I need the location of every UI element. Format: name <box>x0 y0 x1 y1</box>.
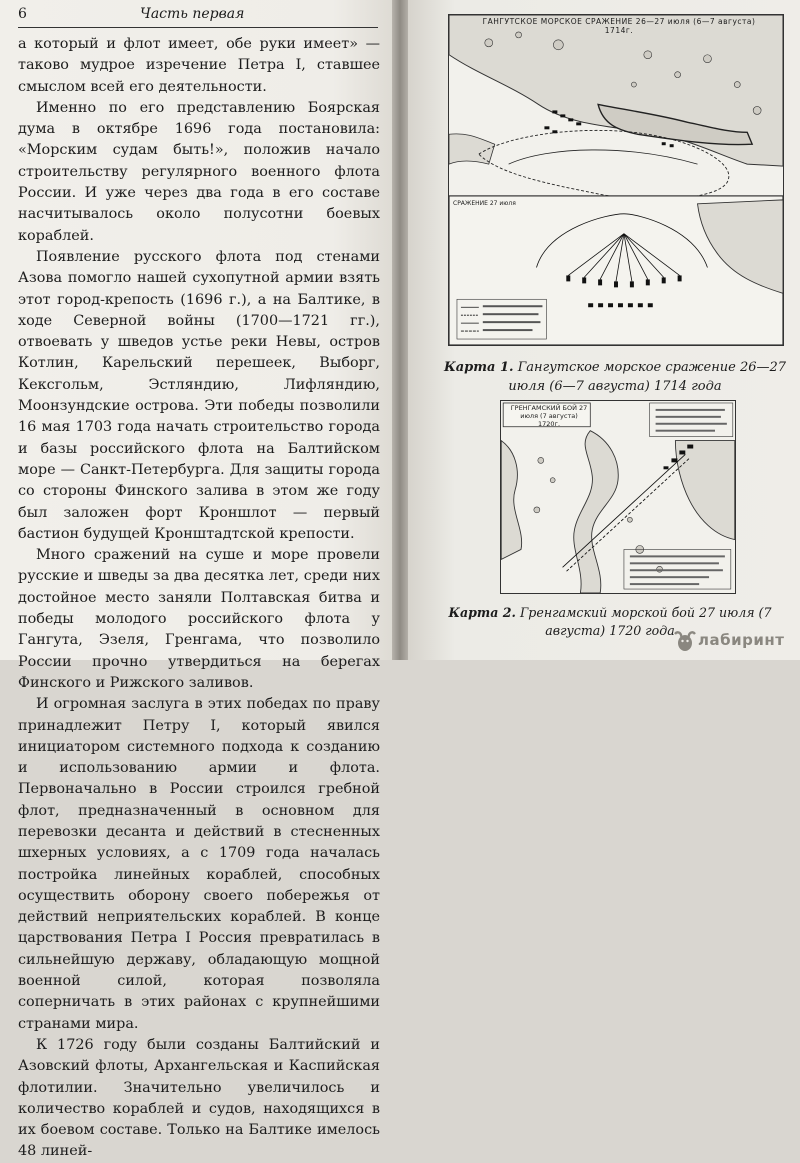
watermark-text: лабиринт <box>698 631 785 649</box>
map-gangut-drawing <box>449 15 783 345</box>
paragraph: а который и флот имеет, обе руки имеет» — таково мудрое изречение Петра I, ставшее смыслом всей его деятельности. <box>18 36 380 95</box>
paragraph: К 1726 году были созданы Балтийский и Азовский флоты, Архангельская и Каспийская флотилии. Значительно увеличилось и количество кораблей и судов, находящихся в их боевом составе. Только на Балтике имелось 48 линей- <box>18 1036 380 1160</box>
body-text <box>18 34 380 1163</box>
map-gangut <box>448 14 784 346</box>
running-head-rule <box>18 27 378 28</box>
caption-label: Карта 2. <box>448 605 516 620</box>
map-grengam <box>500 400 736 594</box>
caption-label: Карта 1. <box>443 360 514 375</box>
paragraph: Именно по его представлению Боярская дума в октябре 1696 года постановила: «Морским судам быть!», положив начало строительству регулярного военного флота России. И уже через два года в его составе насчитывалось около полусотни боевых кораблей. <box>18 99 380 244</box>
running-head-title: Часть первая <box>140 6 245 22</box>
running-head <box>18 6 378 28</box>
page-number: 6 <box>18 6 27 22</box>
paragraph: И огромная заслуга в этих победах по праву принадлежит Петру I, который явился инициатором системного подхода к созданию и использованию армии и флота. Первоначально в России строился гребной флот, предназначенный в основном для перевозки десанта и действий в стесненных шхерных условиях, а с 1709 года началась постройка линейных кораблей, способных осуществить оборону своего побережья от действий неприятельских кораблей. В конце царствования Петра I Россия превратилась в сильнейшую державу, обладающую мощной военной силой, которая позволяла соперничать в этих районах с крупнейшими странами мира. <box>18 696 380 1032</box>
paragraph: Много сражений на суше и море провели русские и шведы за два десятка лет, среди них достойное место заняли Полтавская битва и победы молодого российского флота у Гангута, Эзеля, Гренгама, что позволило России прочно утвердиться на берегах Финского и Рижского заливов. <box>18 547 380 691</box>
watermark-logo <box>672 628 794 654</box>
book-gutter <box>392 0 408 660</box>
map-grengam-drawing <box>501 401 735 593</box>
paragraph: Появление русского флота под стенами Азова помогло нашей сухопутной армии взять этот город-крепость (1696 г.), а на Балтике, в ходе Северной войны (1700—1721 гг.), отвоевать у шведов устье реки Невы, остров Котлин, Карельский перешеек, Выборг, Кексгольм, Эстляндию, Лифляндию, Моонзундские острова. Эти победы позволили 16 мая 1703 года начать строительство города и базы российского флота на Балтийском море — Санкт-Петербурга. Для защиты города со стороны Финского залива в этом же году был заложен форт Кроншлот — первый бастион будущей Кронштадтской крепости. <box>18 248 380 542</box>
caption-text: Гангутское морское сражение 26—27 июля (6—7 августа) 1714 года <box>508 360 787 394</box>
caption-text: Гренгамский морской бой 27 июля (7 августа) 1720 года <box>519 605 772 638</box>
map-gangut-title: ГАНГУТСКОЕ МОРСКОЕ СРАЖЕНИЕ 26—27 июля (6—7 августа) 1714г. <box>482 17 756 35</box>
map-grengam-title: ГРЕНГАМСКИЙ БОЙ 27 июля (7 августа) 1720г. <box>510 404 588 428</box>
map-gangut-inset-title: СРАЖЕНИЕ 27 июля <box>453 200 516 207</box>
labyrinth-bull-icon <box>672 628 698 654</box>
map-gangut-caption <box>440 358 790 396</box>
